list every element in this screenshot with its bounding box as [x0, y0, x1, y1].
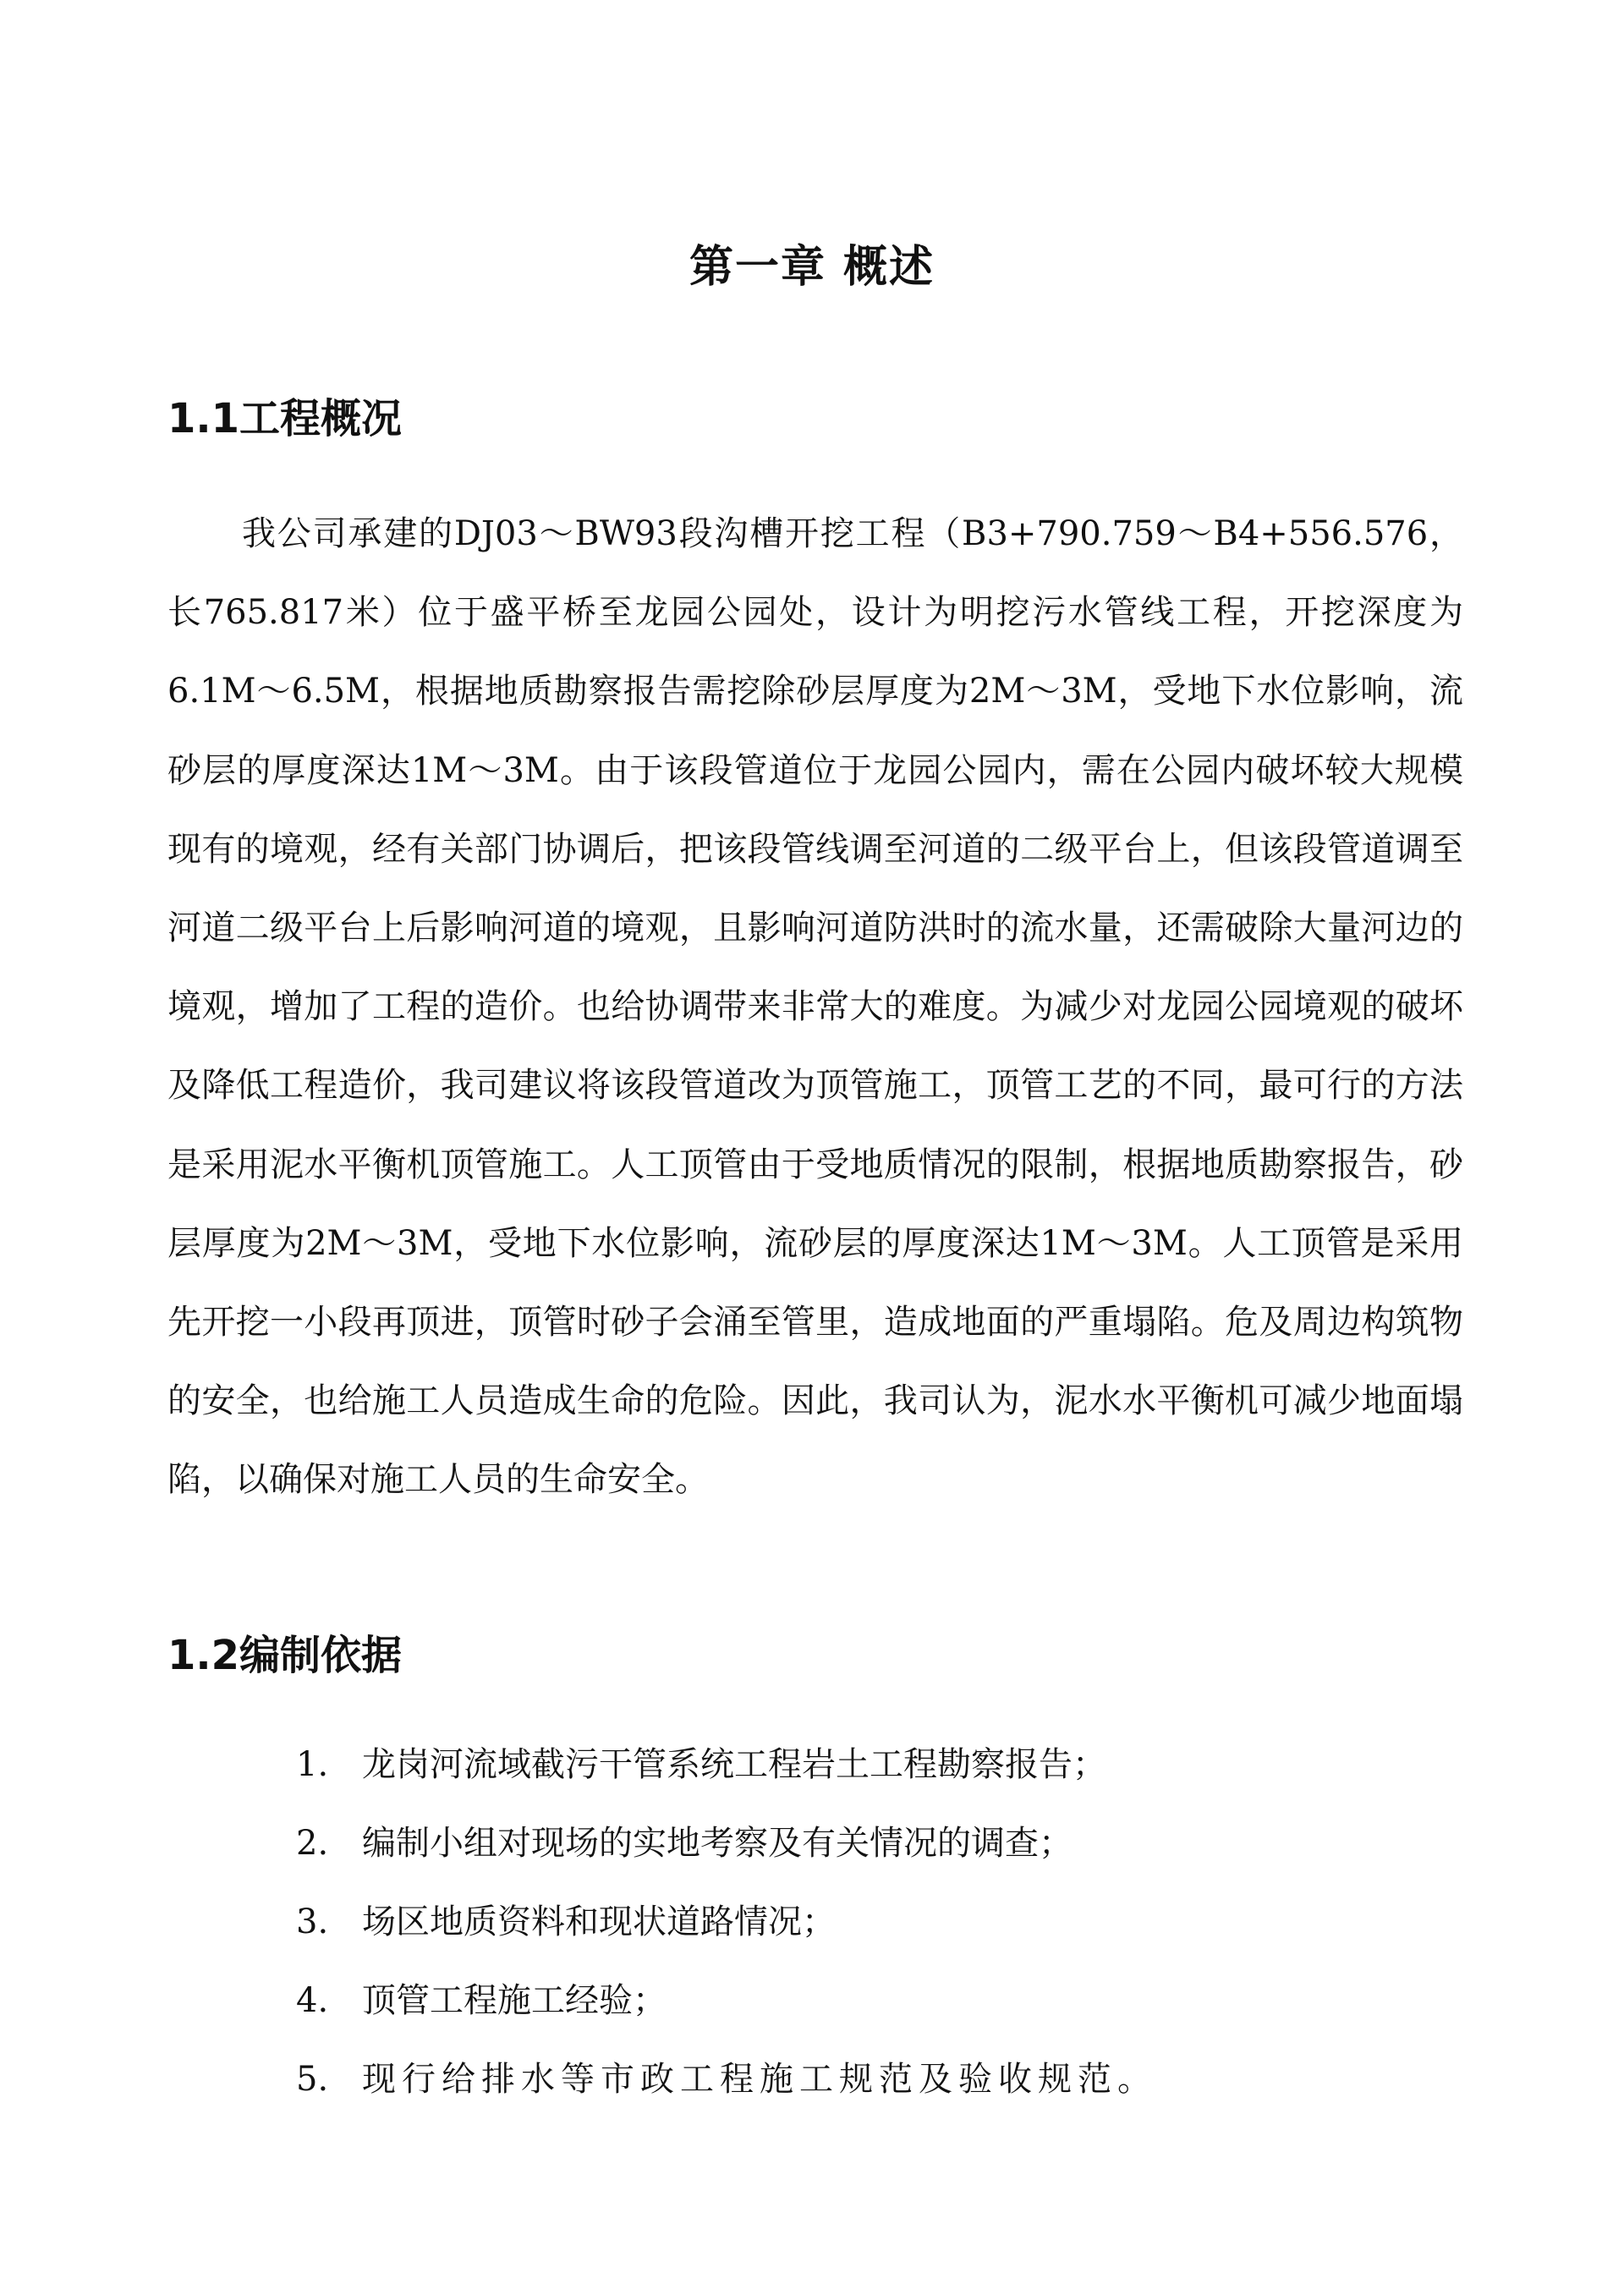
list-item-number: 2. [296, 1824, 329, 1863]
section-heading-overview: 1.1工程概况 [167, 395, 403, 442]
list-item-text: 场区地质资料和现状道路情况； [362, 1902, 836, 1941]
overview-paragraph: 我公司承建的DJ03～BW93段沟槽开挖工程（B3+790.759～B4+556.576，长765.817米）位于盛平桥至龙园公园处，设计为明挖污水管线工程，开挖深度为6.1M～6.5M，根据地质勘察报告需挖除砂层厚度为2M～3M，受地下水位影响，流砂层的厚度深达1M～3M。由于该段管道位于龙园公园内，需在公园内破坏较大规模现有的境观，经有关部门协调后，把该段管线调至河道的二级平台上，但该段管道调至河道二级平台上后影响河道的境观，且影响河道防洪时的流水量，还需破除大量河边的境观，增加了工程的造价。也给协调带来非常大的难度。为减少对龙园公园境观的破坏及降低工程造价，我司建议将该段管道改为顶管施工，顶管工艺的不同，最可行的方法是采用泥水平衡机顶管施工。人工顶管由于受地质情况的限制，根据地质勘察报告，砂层厚度为2M～3M，受地下水位影响，流砂层的厚度深达1M～3M。人工顶管是采用先开挖一小段再顶进，顶管时砂子会涌至管里，造成地面的严重塌陷。危及周边构筑物的安全，也给施工人员造成生命的危险。因此，我司认为，泥水水平衡机可减少地面塌陷，以确保对施工人员的生命安全。 [167, 514, 1463, 1500]
list-item-text: 编制小组对现场的实地考察及有关情况的调查； [362, 1824, 1073, 1863]
basis-list [296, 1726, 1463, 2119]
list-item-text: 顶管工程施工经验； [362, 1981, 667, 2020]
basis-list-item [296, 1804, 1463, 1883]
basis-list-item [296, 1883, 1463, 1962]
list-item-number: 5. [296, 2060, 329, 2099]
basis-list-item [296, 1962, 1463, 2040]
section-heading-basis: 1.2编制依据 [167, 1632, 403, 1679]
basis-list-item [296, 1726, 1463, 1804]
list-item-number: 3. [296, 1902, 329, 1941]
basis-list-item [296, 2040, 1463, 2119]
list-item-text: 龙岗河流域截污干管系统工程岩土工程勘察报告； [362, 1745, 1106, 1784]
list-item-number: 1. [296, 1745, 329, 1784]
chapter-title: 第一章 概述 [689, 242, 935, 293]
list-item-text: 现行给排水等市政工程施工规范及验收规范。 [362, 2060, 1157, 2099]
list-item-number: 4. [296, 1981, 329, 2020]
